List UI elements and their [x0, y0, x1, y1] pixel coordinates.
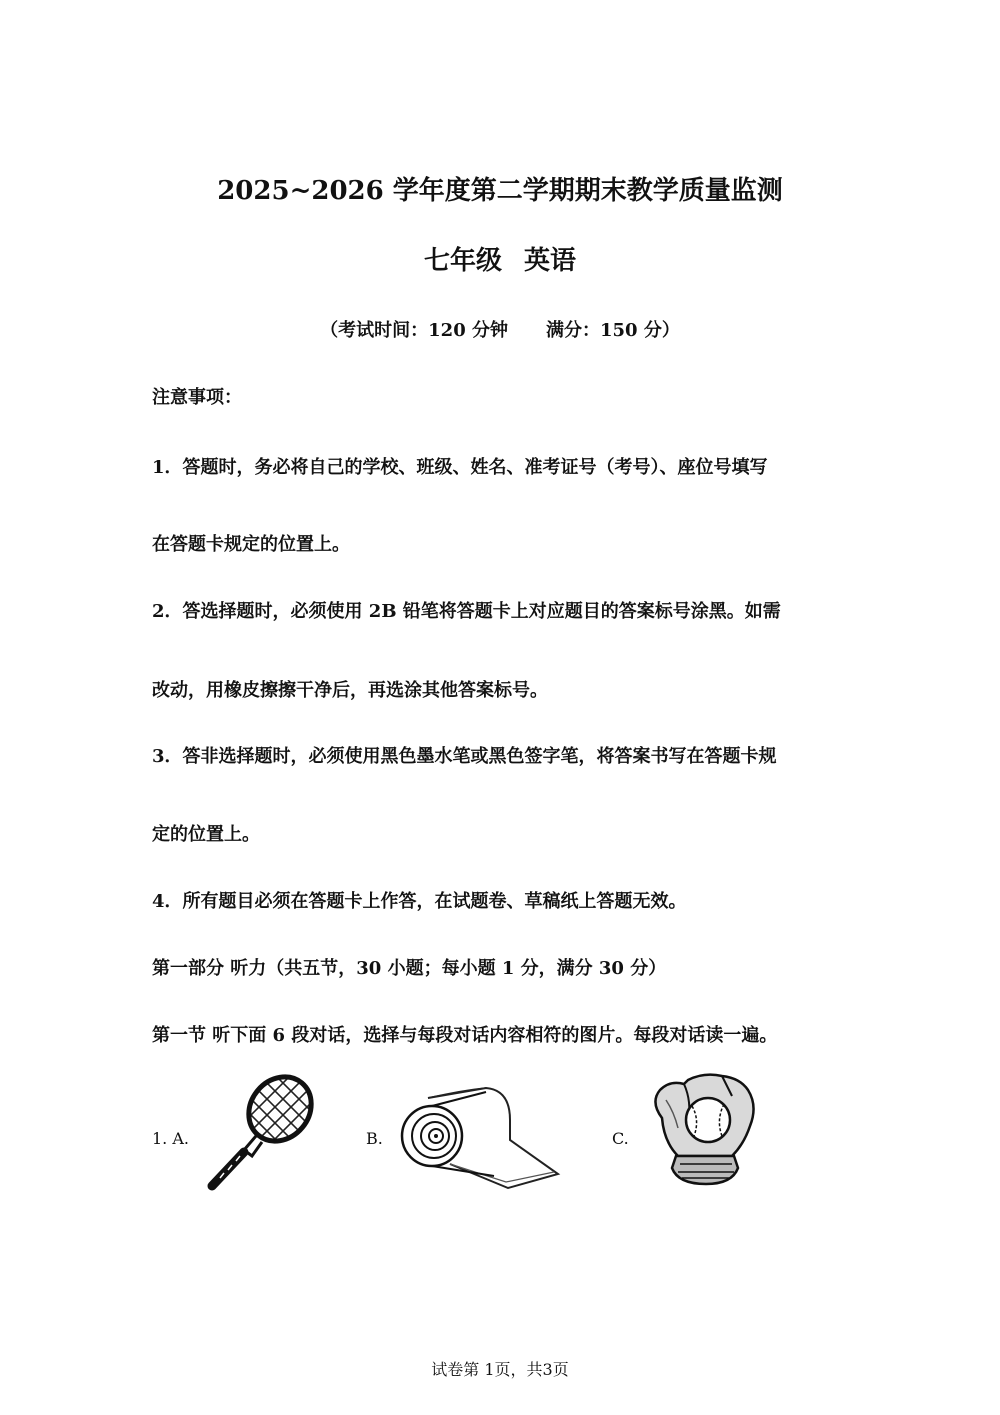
exam-info: [0, 316, 1000, 342]
notice-item-1-line1: 1．答题时，务必将自己的学校、班级、姓名、准考证号（考号）、座位号填写: [152, 457, 768, 478]
notice-item-3-line2: 定的位置上。: [152, 824, 260, 845]
exam-time: （考试时间：120 分钟: [320, 320, 508, 341]
notice-item-3-line1: 3．答非选择题时，必须使用黑色墨水笔或黑色签字笔，将答案书写在答题卡规: [152, 746, 777, 767]
tennis-racket-icon: [200, 1072, 322, 1194]
notice-item-2-line1: 2．答选择题时，必须使用 2B 铅笔将答题卡上对应题目的答案标号涂黑。如需: [152, 601, 781, 622]
exam-title: 2025~2026 学年度第二学期期末教学质量监测: [217, 176, 783, 206]
notice-item-4-line1: 4．所有题目必须在答题卡上作答，在试题卷、草稿纸上答题无效。: [152, 891, 687, 912]
subject-label: 英语: [524, 246, 577, 276]
baseball-glove-icon: [648, 1072, 760, 1190]
section1-instruction: 第一节 听下面 6 段对话，选择与每段对话内容相符的图片。每段对话读一遍。: [152, 1025, 778, 1046]
option-c-label: C.: [612, 1129, 629, 1148]
rolled-mat-icon: [398, 1078, 573, 1196]
part1-heading: 第一部分 听力（共五节，30 小题；每小题 1 分，满分 30 分）: [152, 958, 667, 979]
exam-subtitle: [0, 240, 1000, 277]
option-a-label: 1. A.: [152, 1129, 189, 1148]
grade-label: 七年级: [423, 246, 502, 276]
notice-item-2-line2: 改动，用橡皮擦擦干净后，再选涂其他答案标号。: [152, 680, 548, 701]
option-b-label: B.: [366, 1129, 383, 1148]
page-footer: 试卷第 1页，共3页: [431, 1360, 569, 1379]
notice-item-1-line2: 在答题卡规定的位置上。: [152, 534, 350, 555]
exam-score: 满分：150 分）: [546, 320, 680, 341]
notice-heading: 注意事项：: [152, 387, 242, 408]
